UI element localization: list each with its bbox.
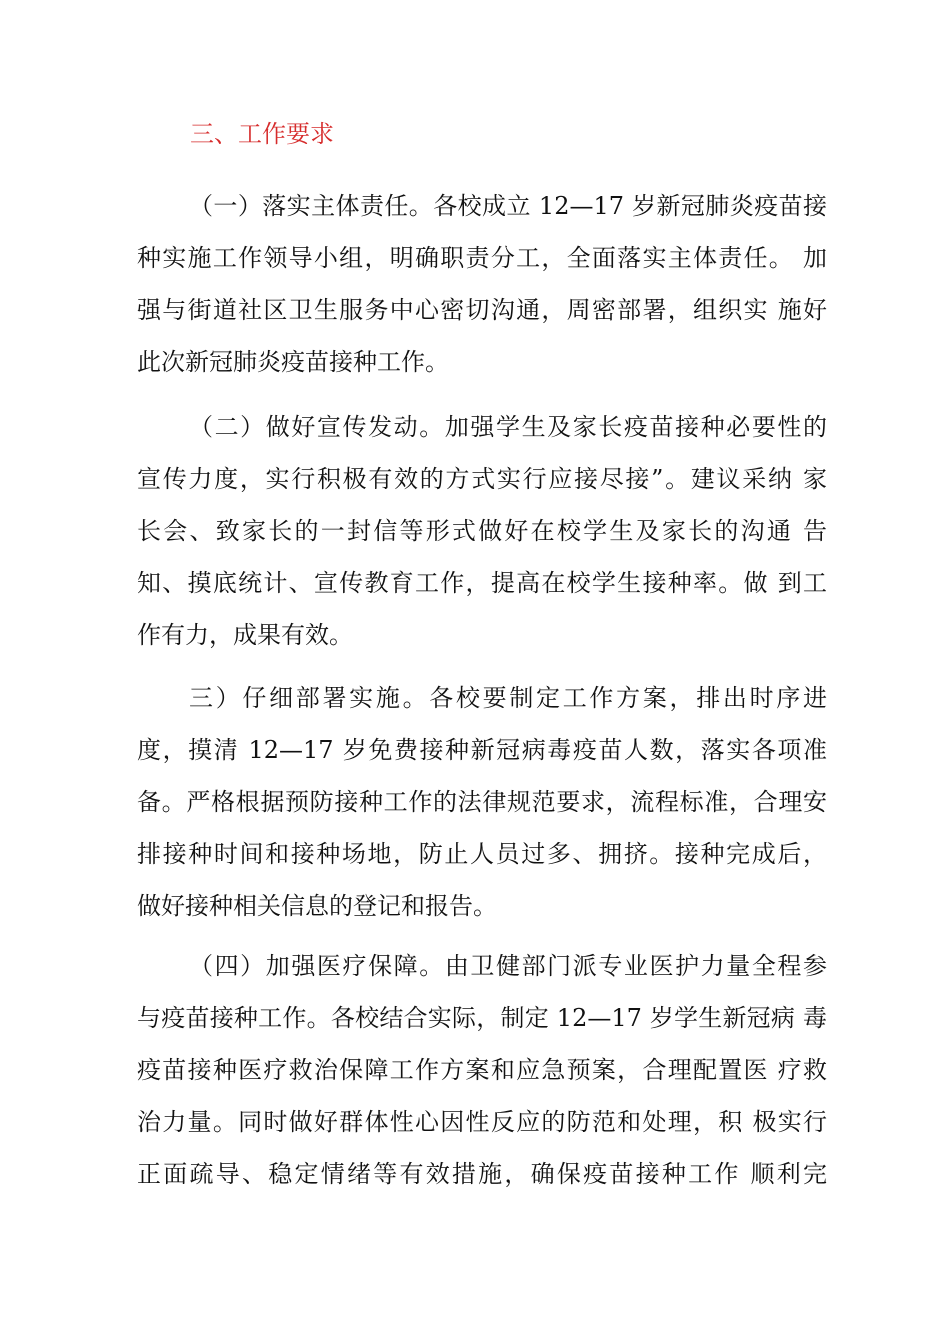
paragraph-line: 作有力，成果有效。 [137,621,353,649]
paragraph-line: 做好接种相关信息的登记和报告。 [137,892,497,920]
paragraph-line: 此次新冠肺炎疫苗接种工作。 [137,348,449,376]
paragraph-line: 与疫苗接种工作。各校结合实际，制定 12—17 岁学生新冠病 毒 [137,1004,827,1032]
paragraph-line: 度，摸清 12—17 岁免费接种新冠病毒疫苗人数，落实各项准 [137,736,827,764]
section-heading: 三、工作要求 [190,120,334,148]
paragraph-line: 宣传力度，实行积极有效的方式实行应接尽接”。建议采纳 家 [137,465,827,493]
paragraph-line: （一）落实主体责任。各校成立 12—17 岁新冠肺炎疫苗接 [189,192,827,220]
paragraph-line: 治力量。同时做好群体性心因性反应的防范和处理，积 极实行 [137,1108,827,1136]
paragraph-line: 知、摸底统计、宣传教育工作，提高在校学生接种率。做 到工 [137,569,827,597]
paragraph-line: 正面疏导、稳定情绪等有效措施，确保疫苗接种工作 顺利完 [137,1160,827,1188]
paragraph-1 [137,180,827,388]
paragraph-2 [137,401,827,661]
paragraph-line: （四）加强医疗保障。由卫健部门派专业医护力量全程参 [189,952,827,980]
paragraph-line: 强与街道社区卫生服务中心密切沟通，周密部署，组织实 施好 [137,296,827,324]
paragraph-line: 疫苗接种医疗救治保障工作方案和应急预案，合理配置医 疗救 [137,1056,827,1084]
paragraph-4 [137,940,827,1200]
paragraph-line: 种实施工作领导小组，明确职责分工，全面落实主体责任。 加 [137,244,827,272]
paragraph-line: （二）做好宣传发动。加强学生及家长疫苗接种必要性的 [189,413,827,441]
paragraph-3 [137,672,827,932]
paragraph-line: 备。严格根据预防接种工作的法律规范要求，流程标准，合理安 [137,788,827,816]
paragraph-line: 长会、致家长的一封信等形式做好在校学生及家长的沟通 告 [137,517,827,545]
paragraph-line: 三）仔细部署实施。各校要制定工作方案，排出时序进 [189,684,827,712]
paragraph-line: 排接种时间和接种场地，防止人员过多、拥挤。接种完成后， [137,840,827,868]
